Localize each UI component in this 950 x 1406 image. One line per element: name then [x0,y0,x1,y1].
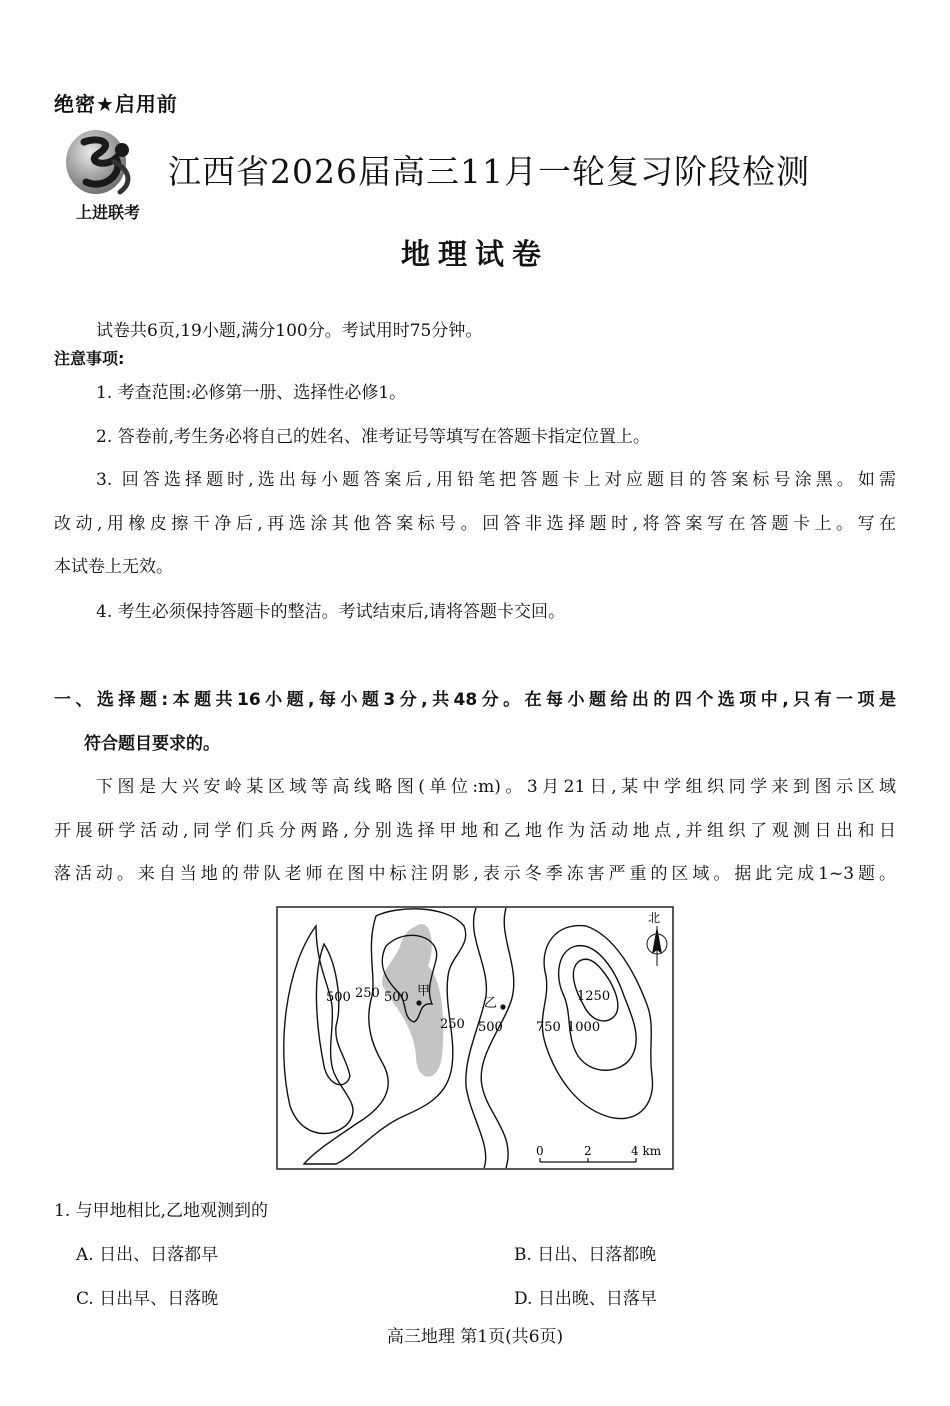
exam-title: 江西省2026届高三11月一轮复习阶段检测 [168,152,810,191]
contour-label: 500 [384,990,409,1005]
question-1-option-d: D. 日出晚、日落早 [514,1289,657,1309]
note-item-3-line3: 本试卷上无效。 [54,557,173,577]
contour-label: 250 [355,986,380,1001]
point-jia-marker [416,1000,421,1005]
notes-heading: 注意事项: [54,349,125,368]
point-yi-marker [500,1004,505,1009]
confidential-label: 绝密★启用前 [54,92,178,116]
question-1-stem: 1. 与甲地相比,乙地观测到的 [54,1201,269,1221]
note-item-3-line2: 改动,用橡皮擦干净后,再选涂其他答案标号。回答非选择题时,将答案写在答题卡上。写在 [54,514,896,534]
passage-line1: 下图是大兴安岭某区域等高线略图(单位:m)。3月21日,某中学组织同学来到图示区域 [96,777,896,797]
point-yi-label: 乙 [484,996,498,1011]
exam-intro: 试卷共6页,19小题,满分100分。考试用时75分钟。 [96,321,483,341]
scale-tick-label: 0 [536,1144,544,1158]
contour-label: 250 [440,1017,465,1032]
contour-map [276,906,674,1170]
question-1-option-b: B. 日出、日落都晚 [514,1245,657,1265]
exam-subtitle: 地理试卷 [400,237,549,271]
note-item-3-line1: 3. 回答选择题时,选出每小题答案后,用铅笔把答题卡上对应题目的答案标号涂黑。如需 [96,470,896,490]
contour-label: 500 [478,1020,503,1035]
contour-label: 500 [326,990,351,1005]
exam-logo [62,128,154,224]
contour-label: 1000 [567,1020,601,1035]
note-item-1: 1. 考查范围:必修第一册、选择性必修1。 [96,383,407,403]
note-item-2: 2. 答卷前,考生务必将自己的姓名、准考证号等填写在答题卡指定位置上。 [96,427,651,447]
passage-line3: 落活动。来自当地的带队老师在图中标注阴影,表示冬季冻害严重的区域。据此完成1~3题。 [54,864,896,884]
scale-tick-label: 4 km [631,1144,662,1158]
section-heading-line2: 符合题目要求的。 [84,734,220,754]
note-item-4: 4. 考生必须保持答题卡的整洁。考试结束后,请将答题卡交回。 [96,602,566,622]
logo-text: 上进联考 [75,203,140,222]
question-1-option-c: C. 日出早、日落晚 [76,1289,219,1309]
contour-label: 1250 [577,989,611,1004]
scale-tick-label: 2 [584,1144,592,1158]
svg-text:北: 北 [648,911,661,925]
contour-label: 750 [536,1020,561,1035]
point-jia-label: 甲 [417,984,431,999]
logo-icon [62,128,154,200]
question-1-option-a: A. 日出、日落都早 [76,1245,219,1265]
passage-line2: 开展研学活动,同学们兵分两路,分别选择甲地和乙地作为活动地点,并组织了观测日出和日 [54,821,896,841]
section-heading-line1: 一、选择题:本题共16小题,每小题3分,共48分。在每小题给出的四个选项中,只有一项是 [54,690,896,710]
page-footer: 高三地理 第1页(共6页) [386,1327,564,1347]
